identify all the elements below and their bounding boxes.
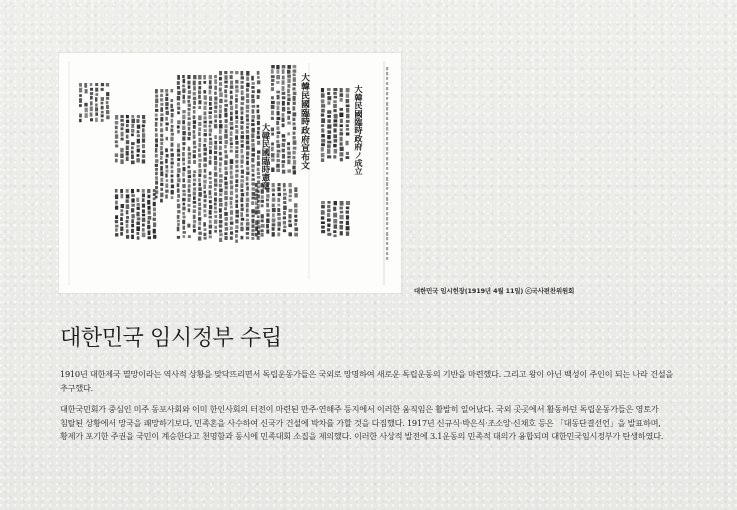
figure-caption: 대한민국 임시헌장(1919년 4월 11일) ⓒ국사편찬위원회	[414, 287, 575, 295]
document-scan-content	[59, 53, 401, 293]
document-scan-svg	[59, 53, 401, 293]
document-charter-heading: 大韓民國臨時憲章	[261, 123, 271, 191]
article-paragraph: 대한국민회가 중심인 미주 동포사회와 이미 한인사회의 터전이 마련된 만주·연해주 등지에서 이러한 움직임은 활발히 일어났다. 국외 곳곳에서 활동하던 독립운동가들은 영토가 침탈된 상황에서 망국을 쾌망하기보다, 민족혼을 사수하여 신국가 건설에 박차를 가할 것을 다짐했다. 1917년 신규식·박은식·조소앙·신채호 등은 「대동단결선언」을 발표하며, 황제가 포기한 주권을 국민이 계승한다고 천명함과 동시에 민족대회 소집을 제의했다. 이러한 사상적 발전에 3.1운동의 민족적 대의가 융합되며 대한민국임시정부가 탄생하였다.	[60, 404, 664, 441]
document-proclamation-heading: 大韓民國臨時政府宣布文	[299, 73, 309, 170]
article-paragraph: 1910년 대한제국 멸망이라는 역사적 상황을 맞닥뜨리면서 독립운동가들은 국외로 망명하여 새로운 독립운동의 기반을 마련했다. 그리고 왕이 아닌 백성이 주인이 되는 나라 건설을 추구했다.	[60, 369, 674, 393]
document-announcement-heading: 大韓民國臨時政府ノ成立	[354, 85, 364, 176]
article-title: 대한민국 임시정부 수립	[60, 326, 282, 351]
historical-document-photo	[59, 53, 401, 293]
